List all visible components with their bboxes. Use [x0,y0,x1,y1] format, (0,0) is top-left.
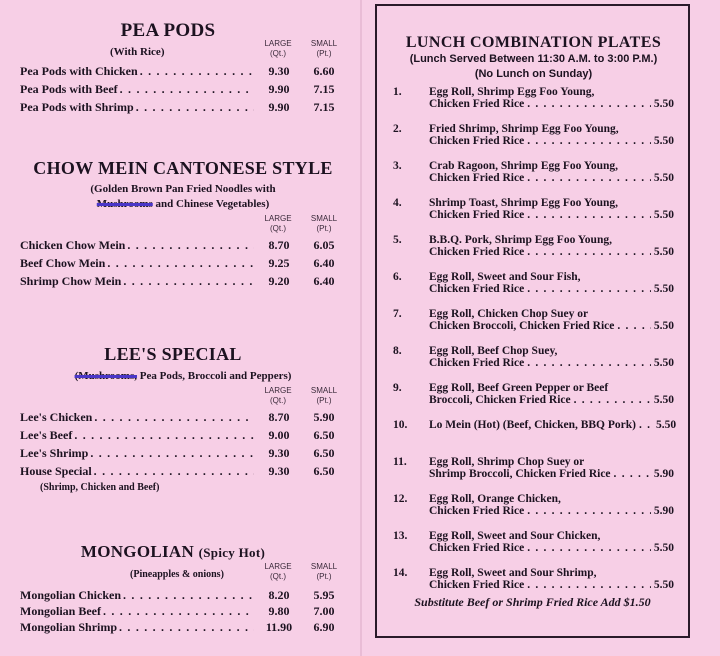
combo-item [393,86,674,123]
section-title: PEA PODS [120,20,216,41]
page-fold [360,0,362,656]
combo-line-1: B.B.Q. Pork, Shrimp Egg Foo Young, [429,234,612,246]
combo-line-2: Chicken Broccoli, Chicken Fried Rice . . . 5.50 [429,320,674,332]
lees-special-section [20,344,346,493]
combo-line-1: Egg Roll, Sweet and Sour Fish, [429,271,581,283]
combo-line-2: Chicken Fried Rice . . . 5.50 [429,246,674,258]
menu-item: Lee's Shrimp . . . 9.30 6.50 [20,446,346,464]
combo-item [393,456,674,493]
combo-item [393,308,674,345]
combo-price: 5.50 [653,542,674,554]
combo-item [393,419,677,456]
menu-item: House Special . . . 9.30 6.50 [20,464,346,482]
combo-line-1: Egg Roll, Beef Chop Suey, [429,345,558,357]
menu-item: Shrimp Chow Mein . . . 9.20 6.40 [20,274,346,292]
menu-item: Lee's Beef . . . 9.00 6.50 [20,428,346,446]
combo-price: 5.50 [653,394,674,406]
combo-number: 2. [393,123,402,135]
combo-line-2: Chicken Fried Rice . . . 5.50 [429,172,674,184]
combo-line-1: Egg Roll, Sweet and Sour Chicken, [429,530,601,542]
combo-number: 8. [393,345,402,357]
combo-line-2: Chicken Fried Rice . . . 5.50 [429,283,674,295]
combo-number: 3. [393,160,402,172]
section-subtitle: (With Rice) [110,46,165,58]
mongolian-section [20,542,346,636]
combo-line-2: Shrimp Broccoli, Chicken Fried Rice . . . 5.90 [429,468,674,480]
combo-number: 14. [393,567,408,579]
combo-item [393,345,674,382]
combo-number: 13. [393,530,408,542]
section-title: LEE'S SPECIAL [104,344,242,364]
combo-line-2: Chicken Fried Rice . . . 5.50 [429,98,674,110]
size-header: LARGE (Qt.) SMALL (Pt.) [264,562,338,581]
menu-item: Pea Pods with Chicken . . . 9.30 6.60 [20,64,346,82]
lunch-panel [375,4,690,638]
combo-line-2: Chicken Fried Rice . . . 5.50 [429,542,674,554]
combo-line-1: Crab Ragoon, Shrimp Egg Foo Young, [429,160,619,172]
menu-item: Pea Pods with Shrimp . . . 9.90 7.15 [20,100,346,118]
combo-line-2: Chicken Fried Rice . . . 5.50 [429,579,674,591]
combo-price: 5.50 [653,579,674,591]
pea-pods-section [20,20,346,118]
combo-item [393,234,674,271]
lunch-title: LUNCH COMBINATION PLATES [405,34,662,51]
combo-line-2: Broccoli, Chicken Fried Rice . . . 5.50 [429,394,674,406]
combo-line-1: Egg Roll, Beef Green Pepper or Beef [429,382,609,394]
section-subtitle: (Mushrooms, Pea Pods, Broccoli and Peppers) [74,370,292,382]
combo-item [393,123,674,160]
combo-number: 11. [393,456,407,468]
size-header: LARGE (Qt.) SMALL (Pt.) [264,214,338,233]
combo-list [393,86,677,604]
combo-number: 7. [393,308,402,320]
combo-line-2: Chicken Fried Rice . . . 5.50 [429,357,674,369]
section-subtitle: (Pineapples & onions) [130,569,224,580]
combo-item [393,197,674,234]
section-title: MONGOLIAN (Spicy Hot) [80,542,266,561]
combo-line-2: Chicken Fried Rice . . . 5.90 [429,505,674,517]
menu-item: Pea Pods with Beef . . . 9.90 7.15 [20,82,346,100]
combo-price: 5.50 [653,320,674,332]
combo-price: 5.50 [653,357,674,369]
combo-price: 5.50 [653,172,674,184]
combo-item [393,160,674,197]
lunch-hours: (Lunch Served Between 11:30 A.M. to 3:00 P.M.) [409,53,658,65]
combo-line-1: Egg Roll, Shrimp Egg Foo Young, [429,86,595,98]
combo-price: 5.50 [655,419,677,431]
combo-price: 5.90 [653,505,674,517]
combo-number: 12. [393,493,408,505]
combo-price: 5.90 [653,468,674,480]
combo-number: 9. [393,382,402,394]
combo-line-2: Chicken Fried Rice . . . 5.50 [429,209,674,221]
combo-number: 4. [393,197,402,209]
combo-line-1: Egg Roll, Sweet and Sour Shrimp, [429,567,597,579]
menu-item: Chicken Chow Mein . . . 8.70 6.05 [20,238,346,256]
lunch-note: (No Lunch on Sunday) [474,68,593,80]
menu-item: Mongolian Shrimp . . . 11.90 6.90 [20,620,346,636]
menu-item: Mongolian Chicken . . . 8.20 5.95 [20,588,346,604]
combo-line-1: Egg Roll, Shrimp Chop Suey or [429,456,585,468]
lunch-footer: Substitute Beef or Shrimp Fried Rice Add $1.50 [414,595,651,609]
combo-item [393,271,674,308]
combo-line: Lo Mein (Hot) (Beef, Chicken, BBQ Pork) . . . 5.50 [429,419,674,431]
combo-price: 5.50 [653,246,674,258]
combo-line-1: Shrimp Toast, Shrimp Egg Foo Young, [429,197,619,209]
menu-item: Mongolian Beef . . . 9.80 7.00 [20,604,346,620]
item-note: (Shrimp, Chicken and Beef) [40,482,160,493]
combo-price: 5.50 [653,283,674,295]
combo-price: 5.50 [653,135,674,147]
combo-number: 10. [393,419,408,431]
combo-line-2: Chicken Fried Rice . . . 5.50 [429,135,674,147]
size-header: LARGE (Qt.) SMALL (Pt.) [264,39,338,58]
combo-item [393,530,674,567]
section-title: CHOW MEIN CANTONESE STYLE [33,158,333,178]
combo-item [393,382,674,419]
combo-number: 6. [393,271,402,283]
combo-price: 5.50 [653,209,674,221]
menu-item: Lee's Chicken . . . 8.70 5.90 [20,410,346,428]
chow-mein-section [20,158,346,292]
combo-price: 5.50 [653,98,674,110]
left-panel [20,0,346,656]
combo-line-1: Fried Shrimp, Shrimp Egg Foo Young, [429,123,619,135]
size-header: LARGE (Qt.) SMALL (Pt.) [264,386,338,405]
combo-number: 5. [393,234,402,246]
combo-line-1: Egg Roll, Orange Chicken, [429,493,561,505]
combo-item [393,493,674,530]
menu-item: Beef Chow Mein . . . 9.25 6.40 [20,256,346,274]
combo-number: 1. [393,86,402,98]
section-subtitle: (Golden Brown Pan Fried Noodles with Mushrooms and Chinese Vegetables) [90,183,276,210]
combo-line-1: Egg Roll, Chicken Chop Suey or [429,308,589,320]
